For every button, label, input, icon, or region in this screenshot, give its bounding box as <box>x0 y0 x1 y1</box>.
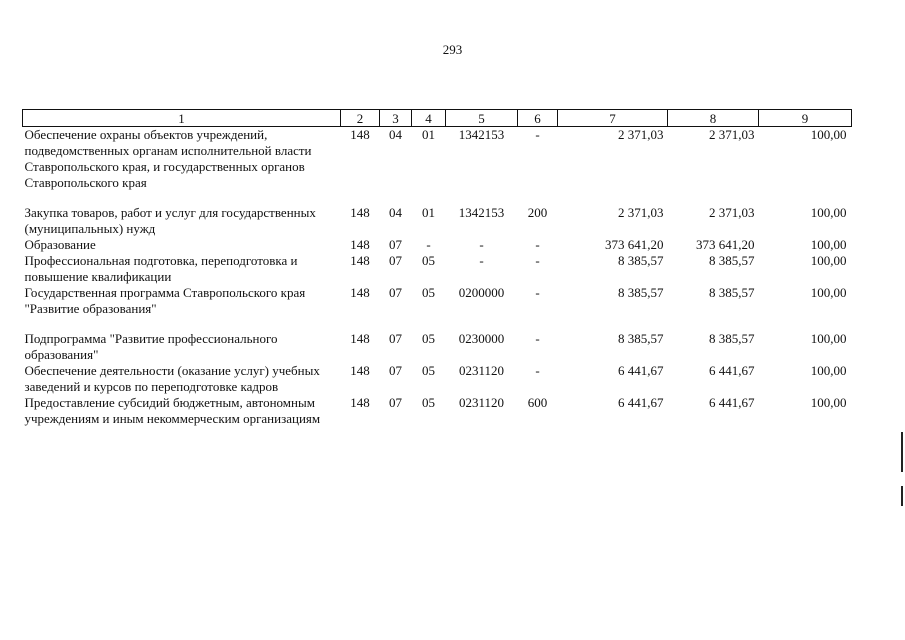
row-percent: 100,00 <box>810 285 847 300</box>
budget-table <box>22 109 852 427</box>
row-name: Предоставление субсидий бюджетным, автономным учреждениям и иным некоммерческим организациям <box>24 395 321 426</box>
row-code-ministry: 148 <box>350 253 370 268</box>
row-code-subsection: 05 <box>422 253 435 268</box>
row-percent: 100,00 <box>810 331 847 346</box>
row-code-subsection: 05 <box>422 395 435 410</box>
row-percent: 100,00 <box>810 253 847 268</box>
table-row <box>23 395 852 427</box>
row-name: Закупка товаров, работ и услуг для государственных (муниципальных) нужд <box>24 205 316 236</box>
row-code-target: - <box>479 237 484 252</box>
row-amount-actual: 8 385,57 <box>709 285 755 300</box>
row-code-section: 07 <box>389 253 402 268</box>
row-code-ministry: 148 <box>350 331 370 346</box>
column-header-5: 5 <box>446 110 518 127</box>
row-code-ministry: 148 <box>350 285 370 300</box>
row-amount-actual: 8 385,57 <box>709 331 755 346</box>
row-amount-planned: 6 441,67 <box>618 395 664 410</box>
table-body <box>23 127 852 428</box>
page-number: 293 <box>442 42 463 57</box>
spacer-cell <box>23 317 852 331</box>
row-amount-actual: 2 371,03 <box>709 205 755 220</box>
row-percent: 100,00 <box>810 363 847 378</box>
table-row <box>23 127 852 192</box>
row-amount-planned: 6 441,67 <box>618 363 664 378</box>
column-header-1: 1 <box>23 110 341 127</box>
row-code-ministry: 148 <box>350 205 370 220</box>
row-amount-actual: 6 441,67 <box>709 395 755 410</box>
row-amount-planned: 8 385,57 <box>618 285 664 300</box>
row-amount-planned: 2 371,03 <box>618 127 664 142</box>
row-code-section: 07 <box>389 395 402 410</box>
row-code-type: - <box>535 237 540 252</box>
table-row <box>23 363 852 395</box>
row-code-subsection: 01 <box>422 205 435 220</box>
row-code-section: 07 <box>389 331 402 346</box>
scan-edge-mark <box>901 432 903 472</box>
row-code-target: - <box>479 253 484 268</box>
column-header-7: 7 <box>558 110 668 127</box>
row-code-section: 07 <box>389 285 402 300</box>
row-amount-actual: 6 441,67 <box>709 363 755 378</box>
row-code-target: 0231120 <box>458 395 505 410</box>
row-name: Обеспечение деятельности (оказание услуг) учебных заведений и курсов по переподготовке кадров <box>24 363 320 394</box>
row-code-target: 0231120 <box>458 363 505 378</box>
table-row <box>23 237 852 253</box>
column-header-6: 6 <box>518 110 558 127</box>
spacer-cell <box>23 191 852 205</box>
row-code-target: 0230000 <box>458 331 505 346</box>
row-percent: 100,00 <box>810 237 847 252</box>
row-percent: 100,00 <box>810 127 847 142</box>
row-name: Образование <box>24 237 96 252</box>
row-spacer <box>23 191 852 205</box>
row-code-target: 1342153 <box>458 127 505 142</box>
row-code-subsection: 05 <box>422 363 435 378</box>
table-row <box>23 205 852 237</box>
column-header-9: 9 <box>759 110 852 127</box>
row-code-type: 600 <box>527 395 548 410</box>
row-code-type: 200 <box>527 205 548 220</box>
row-code-ministry: 148 <box>350 363 370 378</box>
row-code-ministry: 148 <box>350 127 370 142</box>
row-name: Профессиональная подготовка, переподготовка и повышение квалификации <box>24 253 298 284</box>
row-amount-planned: 373 641,20 <box>605 237 664 252</box>
table-row <box>23 285 852 317</box>
table-row <box>23 253 852 285</box>
row-percent: 100,00 <box>810 395 847 410</box>
row-amount-planned: 8 385,57 <box>618 253 664 268</box>
row-code-type: - <box>535 363 540 378</box>
row-code-section: 04 <box>389 205 402 220</box>
row-percent: 100,00 <box>810 205 847 220</box>
column-header-8: 8 <box>668 110 759 127</box>
row-amount-actual: 2 371,03 <box>709 127 755 142</box>
row-code-type: - <box>535 285 540 300</box>
column-header-2: 2 <box>341 110 380 127</box>
row-name: Подпрограмма "Развитие профессионального образования" <box>24 331 278 362</box>
row-code-subsection: 05 <box>422 331 435 346</box>
row-name: Государственная программа Ставропольского края "Развитие образования" <box>24 285 306 316</box>
column-header-4: 4 <box>412 110 446 127</box>
row-code-type: - <box>535 253 540 268</box>
row-name: Обеспечение охраны объектов учреждений, подведомственных органам исполнительной власти Ставропольского края, и государственных органов Ставропольского края <box>24 127 312 190</box>
scan-edge-mark <box>901 486 903 506</box>
row-code-section: 04 <box>389 127 402 142</box>
row-code-section: 07 <box>389 237 402 252</box>
table-row <box>23 331 852 363</box>
row-amount-planned: 2 371,03 <box>618 205 664 220</box>
row-code-type: - <box>535 127 540 142</box>
row-code-target: 1342153 <box>458 205 505 220</box>
column-header-3: 3 <box>380 110 412 127</box>
row-amount-actual: 373 641,20 <box>696 237 755 252</box>
row-code-subsection: 05 <box>422 285 435 300</box>
row-code-section: 07 <box>389 363 402 378</box>
row-code-type: - <box>535 331 540 346</box>
row-amount-planned: 8 385,57 <box>618 331 664 346</box>
row-code-ministry: 148 <box>350 237 370 252</box>
header-row <box>23 110 852 127</box>
row-spacer <box>23 317 852 331</box>
row-code-subsection: - <box>426 237 431 252</box>
row-amount-actual: 8 385,57 <box>709 253 755 268</box>
row-code-target: 0200000 <box>458 285 505 300</box>
row-code-subsection: 01 <box>422 127 435 142</box>
row-code-ministry: 148 <box>350 395 370 410</box>
